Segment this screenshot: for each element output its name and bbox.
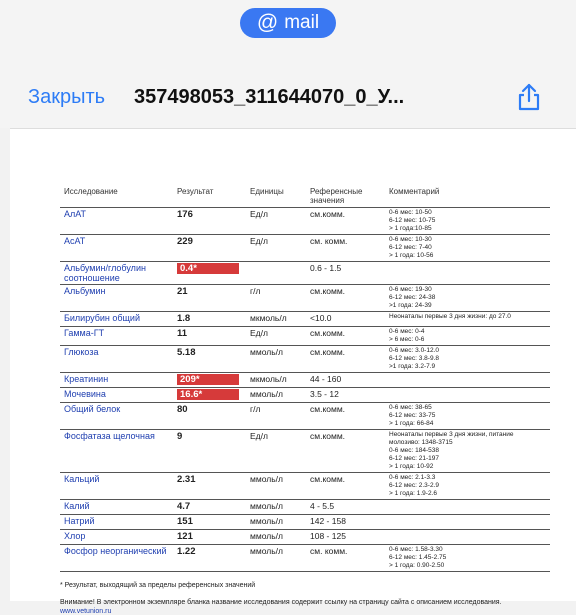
unit-cell: г/л (246, 403, 306, 430)
unit-cell: ммоль/л (246, 545, 306, 572)
result-cell (173, 530, 246, 545)
result-cell (173, 545, 246, 572)
comment-line: Неонаталы первые 3 дня жизни: до 27.0 (389, 313, 511, 320)
comment-cell (385, 388, 550, 403)
comment-line: 0-6 мес: 19-30 (389, 286, 432, 293)
results-table (60, 185, 550, 572)
comment-line: 0-6 мес: 10-50 (389, 209, 432, 216)
test-name-link[interactable]: Креатинин (60, 373, 173, 388)
table-row (60, 312, 550, 327)
warning-note: Внимание! В электронном экземпляре бланка название исследования содержит ссылку на страницу сайта с описанием исследования. (60, 599, 502, 606)
reference-cell: см. комм. (306, 545, 385, 572)
comment-line: 6-12 мес: 10-75 (389, 217, 436, 224)
result-value: 1.8 (177, 313, 191, 324)
reference-cell: см.комм. (306, 285, 385, 312)
table-row (60, 473, 550, 500)
comment-line: 6-12 мес: 24-38 (389, 294, 436, 301)
mail-badge-label: mail (284, 12, 320, 33)
result-value: 151 (177, 516, 193, 527)
comment-line: > 1 года:10-85 (389, 225, 432, 232)
comment-line: >1 года: 24-39 (389, 302, 432, 309)
comment-line: > 1 года: 10-92 (389, 463, 434, 470)
reference-cell: 4 - 5.5 (306, 500, 385, 515)
test-name-link[interactable]: Гамма-ГТ (60, 327, 173, 346)
table-header-row (60, 185, 550, 208)
reference-cell: см. комм. (306, 235, 385, 262)
document-title: 357498053_311644070_0_У... (134, 86, 405, 108)
comment-cell (385, 262, 550, 285)
column-header: Исследование (60, 185, 173, 208)
reference-cell: см.комм. (306, 208, 385, 235)
site-link[interactable]: www.vetunion.ru (60, 608, 112, 615)
result-cell (173, 262, 246, 285)
comment-cell (385, 500, 550, 515)
comment-line: 0-6 мес: 3.0-12.0 (389, 347, 439, 354)
test-name-link[interactable]: Хлор (60, 530, 173, 545)
comment-cell (385, 530, 550, 545)
test-name-link[interactable]: Мочевина (60, 388, 173, 403)
reference-cell: см.комм. (306, 473, 385, 500)
test-name-link[interactable]: АлАТ (60, 208, 173, 235)
mail-app-badge[interactable] (240, 8, 336, 38)
result-value: 2.31 (177, 474, 196, 485)
table-row (60, 515, 550, 530)
comment-line: > 1 года: 0.90-2.50 (389, 562, 445, 569)
comment-line: > 1 года: 1.9-2.6 (389, 490, 437, 497)
close-button[interactable]: Закрыть (28, 86, 106, 108)
unit-cell: ммоль/л (246, 346, 306, 373)
unit-cell: ммоль/л (246, 530, 306, 545)
comment-cell (385, 312, 550, 327)
table-row (60, 346, 550, 373)
unit-cell (246, 262, 306, 285)
result-value: 0.4* (177, 263, 239, 274)
comment-cell (385, 208, 550, 235)
column-header: Комментарий (385, 185, 550, 208)
reference-cell: 0.6 - 1.5 (306, 262, 385, 285)
comment-cell (385, 545, 550, 572)
table-row (60, 208, 550, 235)
comment-line: 6-12 мес: 2.3-2.9 (389, 482, 439, 489)
table-row (60, 530, 550, 545)
comment-line: 6-12 мес: 33-75 (389, 412, 436, 419)
result-cell (173, 327, 246, 346)
result-value: 21 (177, 286, 188, 297)
comment-line: 0-6 мес: 2.1-3.3 (389, 474, 436, 481)
table-body (60, 208, 550, 572)
table-row (60, 545, 550, 572)
table-row (60, 235, 550, 262)
comment-cell (385, 515, 550, 530)
comment-line: > 6 мес: 0-6 (389, 336, 425, 343)
comment-line: 0-6 мес: 10-30 (389, 236, 432, 243)
result-cell (173, 388, 246, 403)
comment-line: 0-6 мес: 184-538 (389, 447, 440, 454)
comment-line: 6-12 мес: 21-197 (389, 455, 440, 462)
result-value: 121 (177, 531, 193, 542)
table-row (60, 262, 550, 285)
comment-cell (385, 403, 550, 430)
unit-cell: ммоль/л (246, 515, 306, 530)
result-value: 11 (177, 328, 188, 339)
result-cell (173, 346, 246, 373)
column-header: Результат (173, 185, 246, 208)
comment-cell (385, 235, 550, 262)
result-cell (173, 235, 246, 262)
test-name-link[interactable]: АсАТ (60, 235, 173, 262)
unit-cell: ммоль/л (246, 500, 306, 515)
comment-line: 0-6 мес: 0-4 (389, 328, 425, 335)
comment-line: Неонаталы первые 3 дня жизни, питание (389, 431, 514, 438)
test-name-link[interactable]: Глюкоза (60, 346, 173, 373)
comment-line: > 1 года: 66-84 (389, 420, 434, 427)
comment-cell (385, 285, 550, 312)
unit-cell: ммоль/л (246, 388, 306, 403)
result-cell (173, 373, 246, 388)
test-name-link[interactable]: Билирубин общий (60, 312, 173, 327)
result-value: 1.22 (177, 546, 196, 557)
result-value: 209* (177, 374, 239, 385)
table-row (60, 285, 550, 312)
comment-line: >1 года: 3.2-7.9 (389, 363, 436, 370)
test-name-link[interactable]: Фосфатаза щелочная (60, 430, 173, 473)
viewer-header (0, 0, 576, 128)
unit-cell: Ед/л (246, 430, 306, 473)
test-name-link[interactable]: Натрий (60, 515, 173, 530)
result-cell (173, 515, 246, 530)
table-row (60, 327, 550, 346)
reference-cell: см.комм. (306, 403, 385, 430)
comment-cell (385, 327, 550, 346)
comment-line: > 1 года: 10-56 (389, 252, 434, 259)
comment-cell (385, 346, 550, 373)
unit-cell: ммоль/л (246, 473, 306, 500)
table-row (60, 388, 550, 403)
result-cell (173, 208, 246, 235)
reference-cell: 44 - 160 (306, 373, 385, 388)
reference-cell: см.комм. (306, 327, 385, 346)
table-row (60, 500, 550, 515)
reference-cell: 142 - 158 (306, 515, 385, 530)
unit-cell: Ед/л (246, 327, 306, 346)
result-value: 176 (177, 209, 193, 220)
reference-cell: см.комм. (306, 430, 385, 473)
at-sign-icon: @ (256, 11, 279, 34)
test-name-link[interactable]: Фосфор неорганический (60, 545, 173, 572)
test-name-link[interactable]: Альбумин (60, 285, 173, 312)
document-page (10, 128, 576, 615)
unit-cell: Ед/л (246, 208, 306, 235)
share-icon[interactable] (514, 82, 544, 112)
comment-cell (385, 430, 550, 473)
unit-cell: г/л (246, 285, 306, 312)
comment-line: 6-12 мес: 7-40 (389, 244, 432, 251)
test-name-link[interactable]: Общий белок (60, 403, 173, 430)
comment-line: 0-6 мес: 38-65 (389, 404, 432, 411)
result-cell (173, 500, 246, 515)
result-value: 80 (177, 404, 188, 415)
unit-cell: мкмоль/л (246, 373, 306, 388)
result-cell (173, 285, 246, 312)
reference-cell: 108 - 125 (306, 530, 385, 545)
column-header: Единицы (246, 185, 306, 208)
reference-cell: <10.0 (306, 312, 385, 327)
test-name-link[interactable]: Альбумин/глобулин соотношение (60, 262, 173, 285)
lab-report (60, 185, 550, 615)
result-value: 9 (177, 431, 183, 442)
table-row (60, 403, 550, 430)
result-value: 5.18 (177, 347, 196, 358)
column-header: Референсные значения (306, 185, 385, 208)
result-cell (173, 473, 246, 500)
comment-line: молозиво: 1348-3715 (389, 439, 453, 446)
comment-cell (385, 473, 550, 500)
test-name-link[interactable]: Калий (60, 500, 173, 515)
table-row (60, 430, 550, 473)
comment-line: 6-12 мес: 3.8-9.8 (389, 355, 439, 362)
result-value: 229 (177, 236, 193, 247)
comment-cell (385, 373, 550, 388)
result-value: 16.6* (177, 389, 239, 400)
result-cell (173, 403, 246, 430)
unit-cell: мкмоль/л (246, 312, 306, 327)
reference-cell: 3.5 - 12 (306, 388, 385, 403)
table-row (60, 373, 550, 388)
result-value: 4.7 (177, 501, 191, 512)
unit-cell: Ед/л (246, 235, 306, 262)
result-cell (173, 312, 246, 327)
comment-line: 0-6 мес: 1.58-3.30 (389, 546, 443, 553)
result-cell (173, 430, 246, 473)
footnote: * Результат, выходящий за пределы референсных значений (60, 582, 256, 589)
reference-cell: см.комм. (306, 346, 385, 373)
test-name-link[interactable]: Кальций (60, 473, 173, 500)
comment-line: 6-12 мес: 1.45-2.75 (389, 554, 447, 561)
